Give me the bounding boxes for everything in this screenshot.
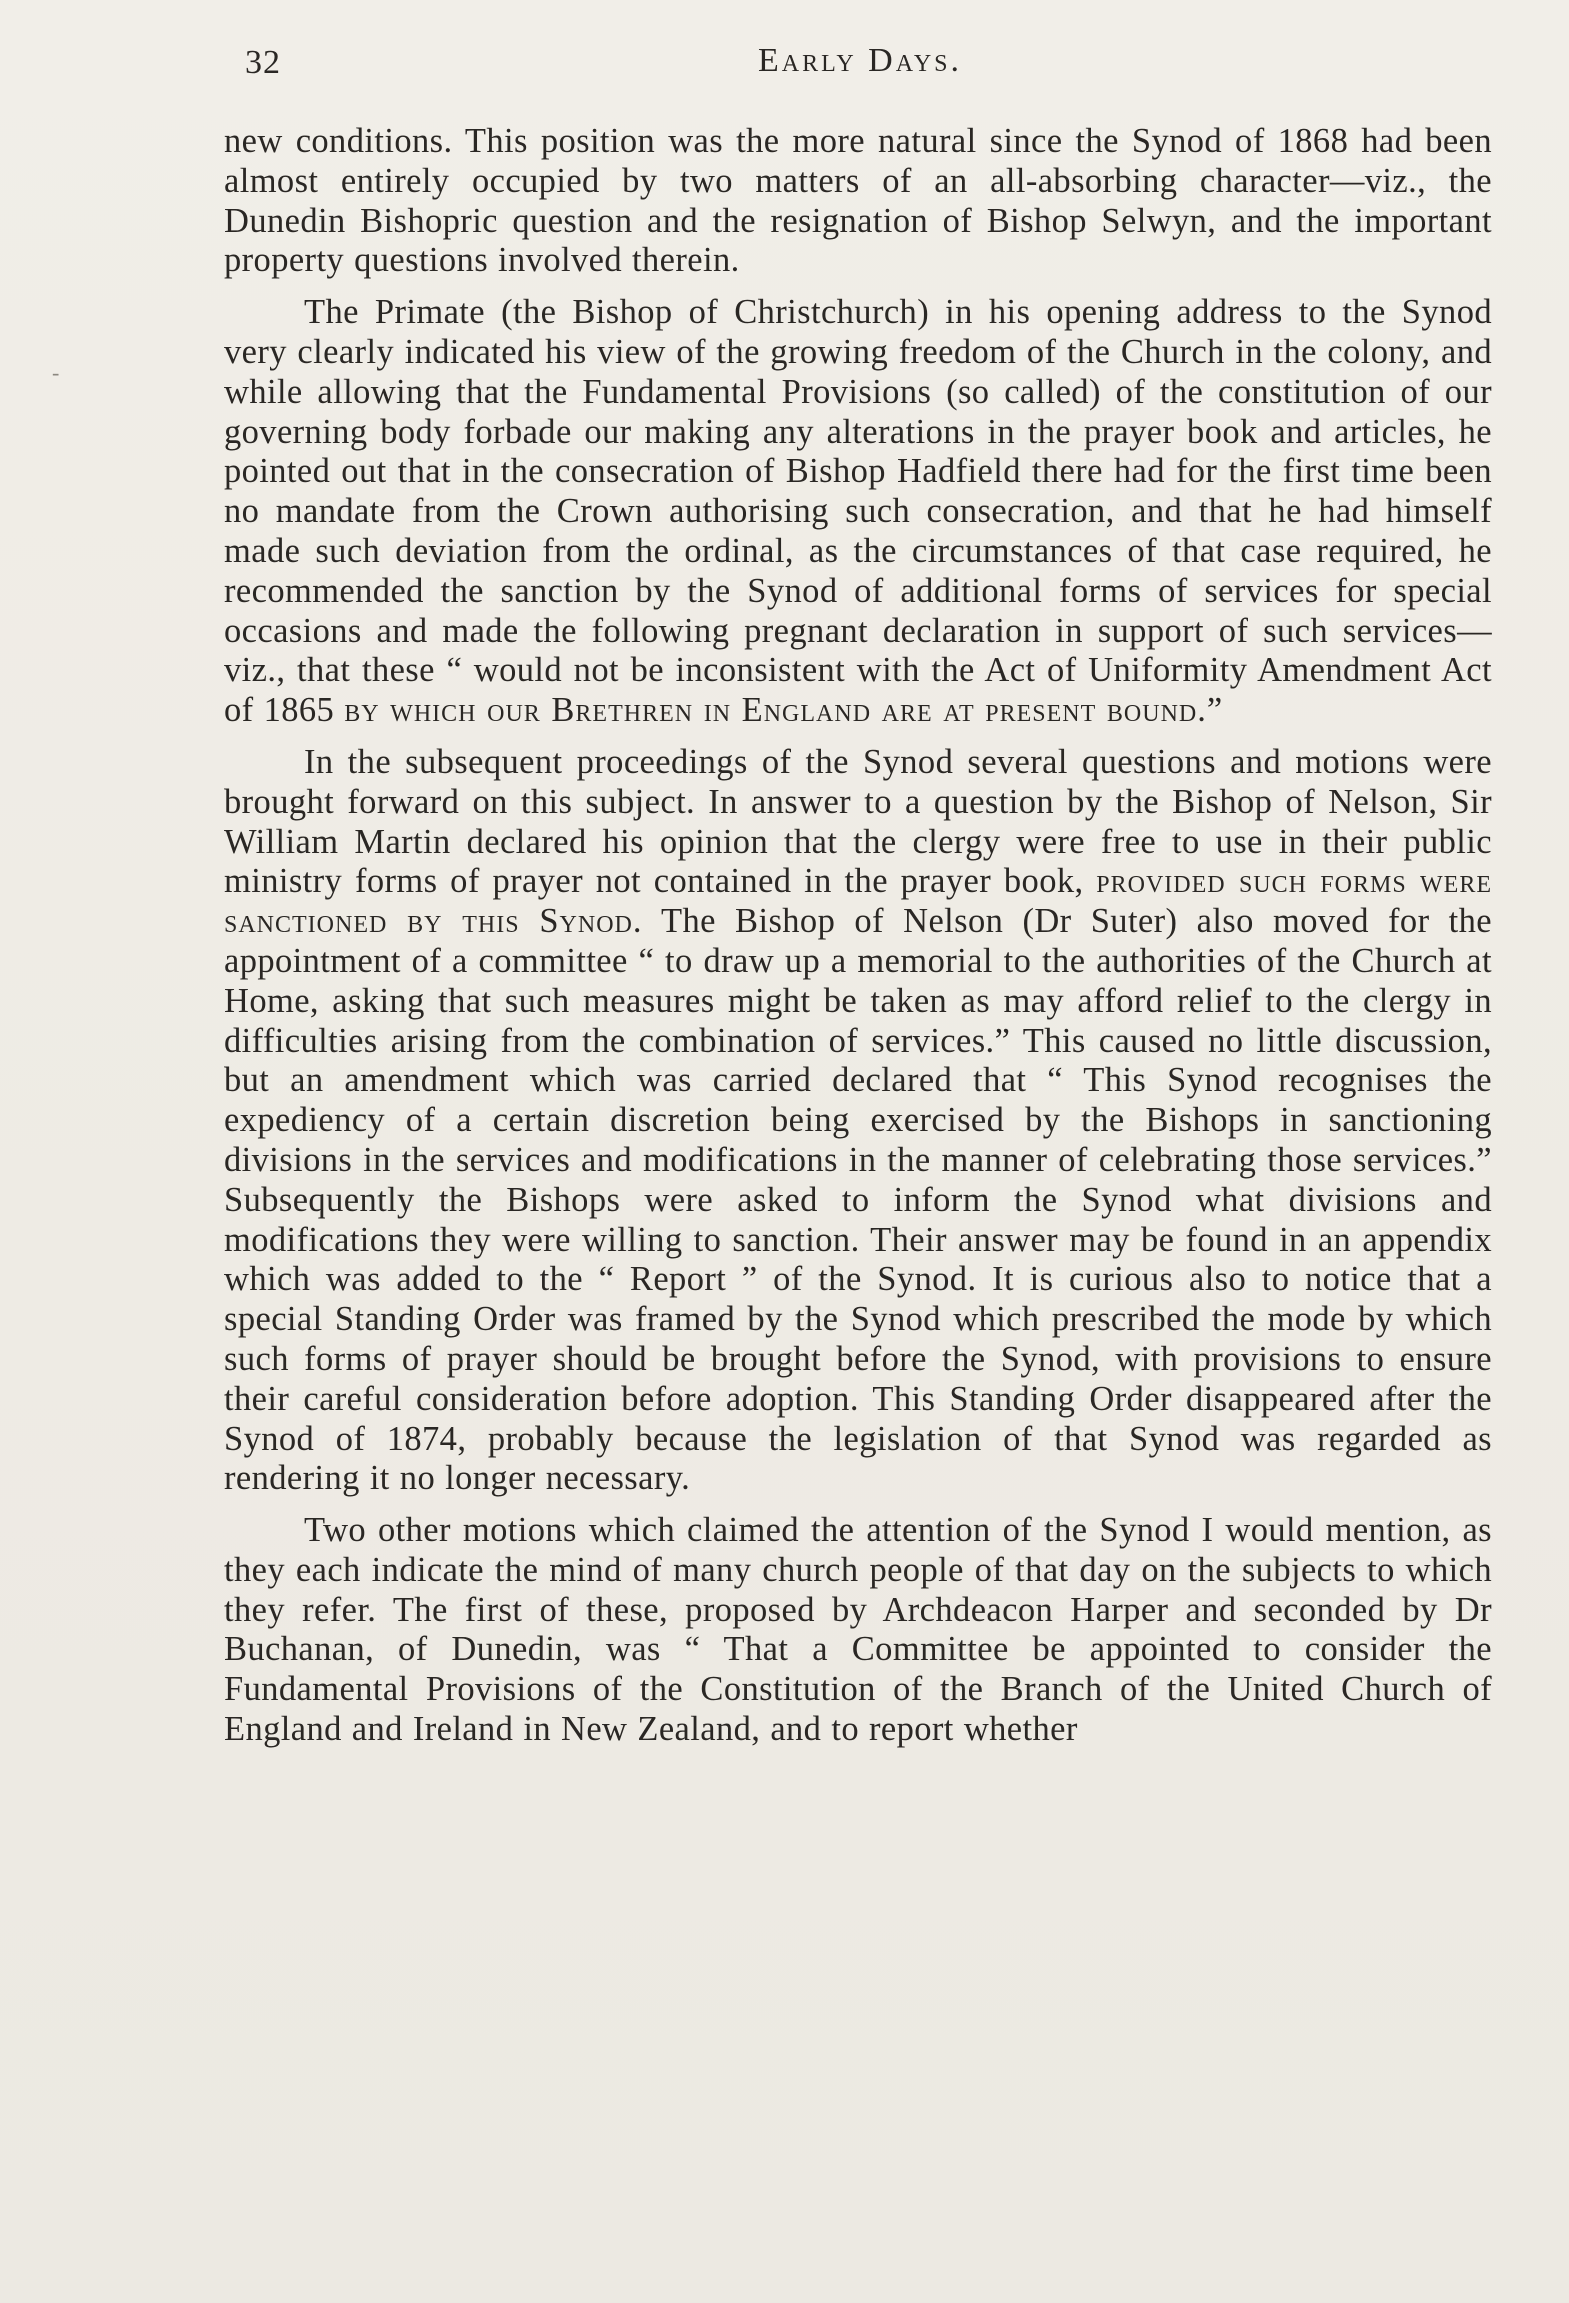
text-segment: The Bishop of Nelson (Dr Suter) also moved for the appointment of a committee “ to draw up a memorial to the authorities of the Church at Home, asking that such measures might be taken as may afford relief to the clergy in difficulties arising from the combination of services.” This caused no little discussion, but an amendment which was carried declared that “ This Synod recognises the expediency of a certain discretion being exercised by the Bishops in sanctioning divisions in the services and modifications in the manner of celebrating those services.” Subsequently the Bishops were asked to inform the Synod what divisions and modifications they were willing to sanction. Their answer may be found in an appendix which was added to the “ Report ” of the Synod. It is curious also to notice that a special Standing Order was framed by the Synod which prescribed the mode by which such forms of prayer should be brought before the Synod, with provisions to ensure their careful consideration before adoption. This Standing Order disappeared after the Synod of 1874, probably because the legislation of that Synod was regarded as rendering it no longer necessary. bbox=[224, 902, 1493, 1498]
text-segment: ” bbox=[1206, 691, 1223, 730]
text-segment: The Primate (the Bishop of Christchurch) in his opening address to the Synod very clearly indicated his view of the growing freedom of the Church in the colony, and while allowing that the Fundamental Provisions (so called) of the constitution of our governing body forbade our making any alterations in the prayer book and articles, he pointed out that in the consecration of Bishop Hadfield there had for the first time been no mandate from the Crown authorising such consecration, and that he had himself made such deviation from the ordinal, as the circumstances of that case required, he recommended the sanction by the Synod of additional forms of services for special occasions and made the following pregnant declaration in support of such services—viz., that these “ would not be inconsistent with the Act of Uniformity Amendment Act of 1865 bbox=[224, 293, 1492, 730]
paragraph-primate-address bbox=[224, 293, 1492, 731]
margin-mark: - bbox=[52, 360, 60, 385]
paragraph-other-motions bbox=[224, 1511, 1492, 1750]
body-text bbox=[224, 122, 1492, 1762]
page-header bbox=[225, 38, 1495, 88]
running-title: Early Days. bbox=[757, 42, 963, 79]
text-segment: new conditions. This position was the more natural since the Synod of 1868 had been almost entirely occupied by two matters of an all-absorbing character—viz., the Dunedin Bishopric question and the resignation of Bishop Selwyn, and the important property questions involved therein. bbox=[224, 122, 1492, 280]
paragraph-synod-proceedings bbox=[224, 743, 1492, 1499]
paragraph-continuation bbox=[224, 122, 1492, 281]
small-caps-emphasis: by which our Brethren in England are at present bound. bbox=[344, 691, 1207, 730]
text-segment: In the subsequent proceedings of the Synod several questions and motions were brought forward on this subject. In answer to a question by the Bishop of Nelson, Sir William Martin declared his opinion that the clergy were free to use in their public ministry forms of prayer not contained in the prayer book, bbox=[224, 742, 1492, 901]
small-caps-emphasis: provided such forms were sanctioned by this Synod. bbox=[224, 862, 1493, 941]
page-number: 32 bbox=[245, 44, 281, 81]
text-segment: Two other motions which claimed the attention of the Synod I would mention, as they each indicate the mind of many church people of that day on the subjects to which they refer. The first of these, proposed by Archdeacon Harper and seconded by Dr Buchanan, of Dunedin, was “ That a Committee be appointed to consider the Fundamental Provisions of the Constitution of the Branch of the United Church of England and Ireland in New Zealand, and to report whether bbox=[224, 1511, 1492, 1749]
